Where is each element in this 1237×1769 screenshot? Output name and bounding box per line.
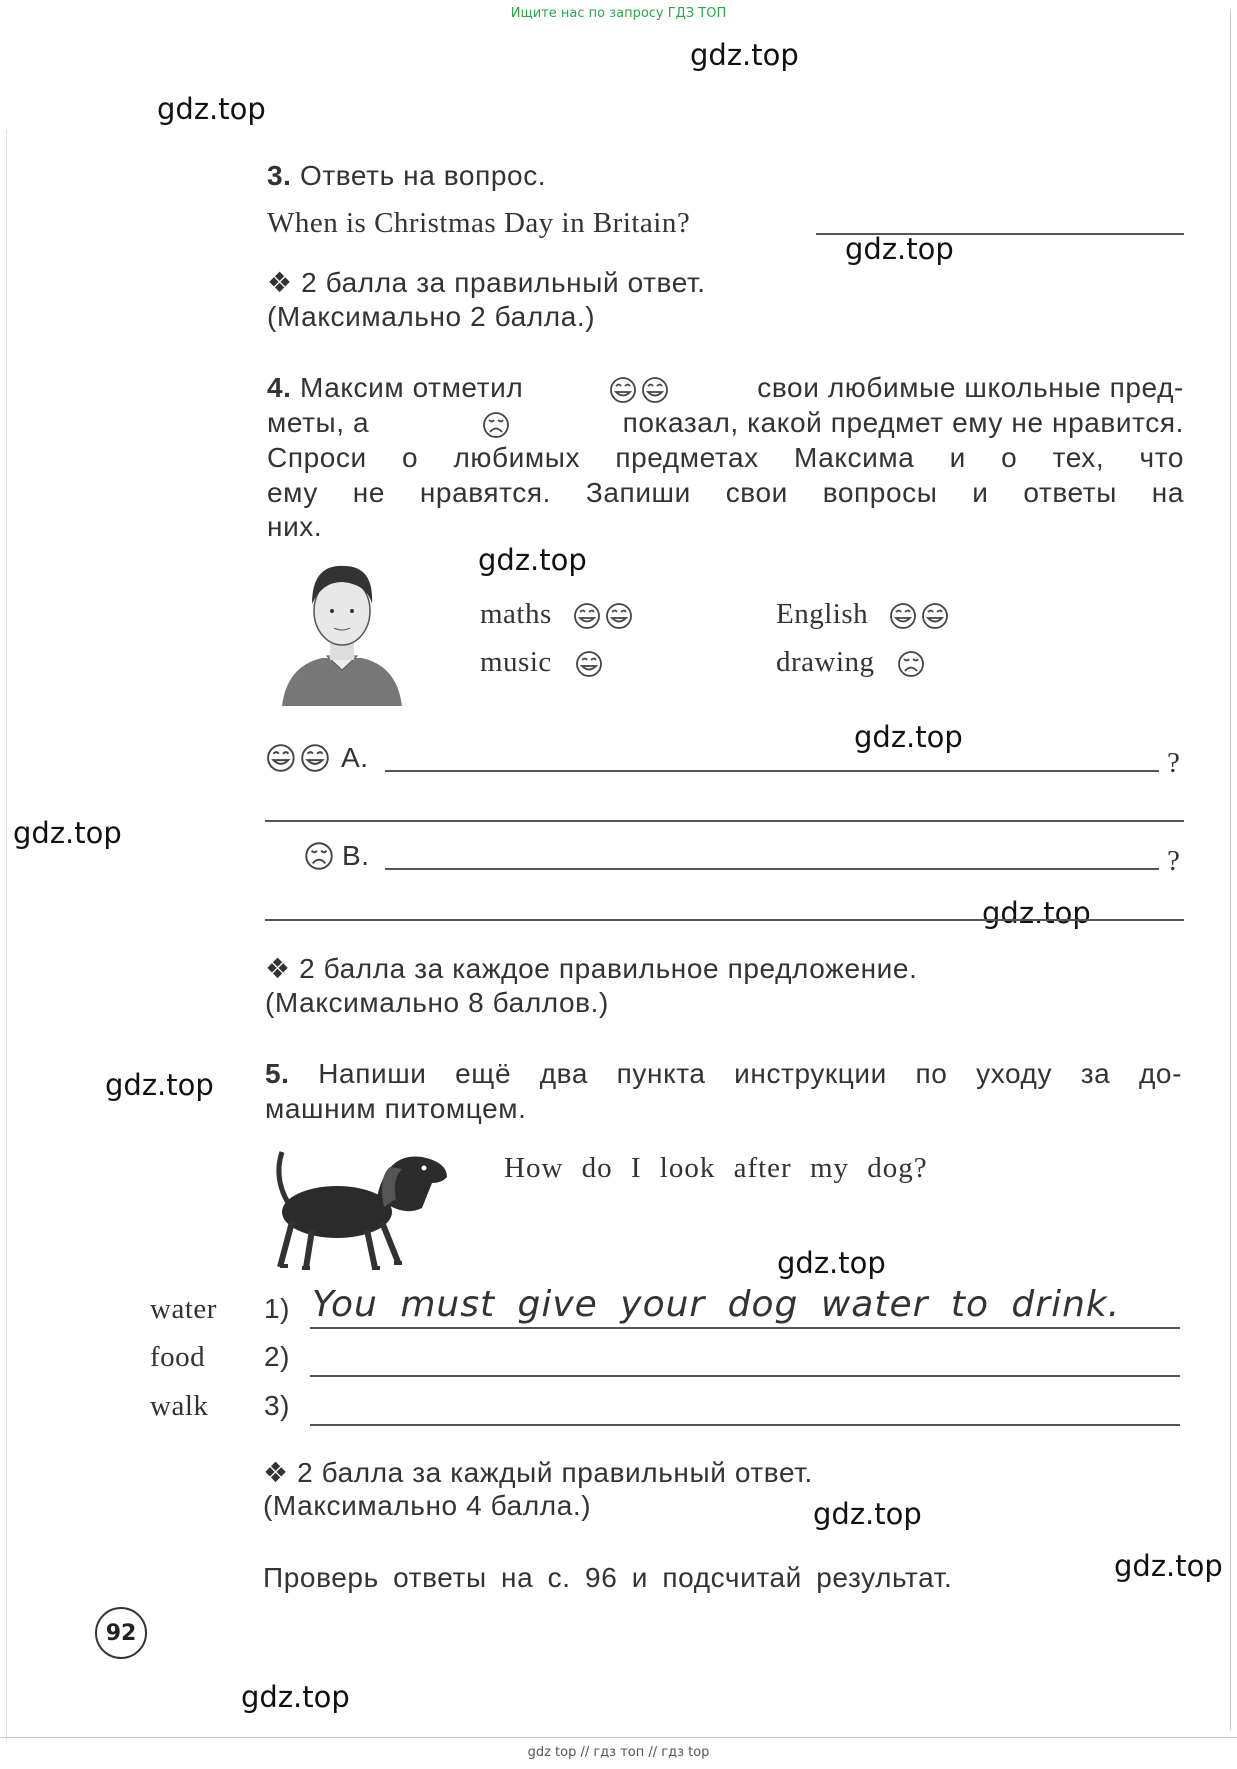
task4-text: Максим отметил xyxy=(299,372,524,404)
watermark: gdz.top xyxy=(982,896,1091,930)
boy-illustration xyxy=(272,556,412,711)
like-icon xyxy=(572,649,606,679)
task5-word-walk: walk xyxy=(150,1390,209,1422)
task4-row-b xyxy=(302,840,370,872)
subject-name: maths xyxy=(480,598,552,630)
watermark: gdz.top xyxy=(478,543,587,577)
task3-number: 3. xyxy=(267,160,292,191)
task4-text: показал, какой предмет ему не нравится. xyxy=(622,407,1184,439)
check-answers-note: Проверь ответы на с. 96 и подсчитай результат. xyxy=(263,1562,953,1593)
task5-word-food: food xyxy=(150,1341,206,1373)
task5-score-max: (Максимально 4 балла.) xyxy=(263,1490,592,1521)
dislike-icon xyxy=(302,840,336,872)
watermark: gdz.top xyxy=(13,816,122,850)
page-edge-left xyxy=(6,130,7,1740)
task4-answer-line-b2[interactable] xyxy=(265,919,1184,921)
subject-music xyxy=(480,646,606,679)
task3-question: When is Christmas Day in Britain? xyxy=(267,207,691,239)
subject-name: drawing xyxy=(776,646,875,678)
task5-handwritten-answer: You must give your dog water to drink. xyxy=(312,1284,1121,1325)
task3-instruction-text: Ответь на вопрос. xyxy=(299,160,547,191)
dislike-icon xyxy=(480,407,512,440)
top-search-note[interactable]: Ищите нас по запросу ГДЗ ТОП xyxy=(510,6,727,21)
task5-line1 xyxy=(265,1058,1182,1090)
page-number-badge xyxy=(95,1607,147,1659)
task5-answer-line-2[interactable] xyxy=(310,1375,1180,1377)
watermark: gdz.top xyxy=(157,92,266,126)
task5-line2: машним питомцем. xyxy=(265,1093,527,1124)
row-b-label: B. xyxy=(342,840,370,871)
task5-number: 5. xyxy=(265,1058,290,1089)
task4-line1 xyxy=(267,372,1184,405)
task4-line5: них. xyxy=(267,511,323,542)
row-a-label: A. xyxy=(341,742,369,773)
watermark: gdz.top xyxy=(854,720,963,754)
task4-row-a xyxy=(263,742,369,774)
page-edge-right xyxy=(1230,10,1231,1730)
task3-instruction xyxy=(267,160,546,192)
subject-name: English xyxy=(776,598,869,630)
task5-score: ❖ 2 балла за каждый правильный ответ. xyxy=(263,1457,813,1488)
subject-drawing xyxy=(776,646,928,679)
task5-text: Напиши ещё два пункта инструкции по уходу за до- xyxy=(318,1058,1182,1089)
task3-answer-line[interactable] xyxy=(816,233,1184,235)
task4-text: меты, а xyxy=(267,407,370,439)
task4-answer-line-a2[interactable] xyxy=(265,820,1184,822)
task3-score: ❖ 2 балла за правильный ответ. xyxy=(267,267,706,298)
task5-index: 1) xyxy=(264,1293,291,1324)
dog-illustration xyxy=(262,1142,452,1277)
task4-line2 xyxy=(267,407,1184,440)
task3-score-max: (Максимально 2 балла.) xyxy=(267,301,596,332)
dislike-icon xyxy=(894,649,928,679)
bottom-links[interactable]: gdz top // гдз топ // гдз top xyxy=(527,1745,710,1760)
task5-index: 2) xyxy=(264,1341,291,1372)
watermark: gdz.top xyxy=(690,38,799,72)
task5-word-water: water xyxy=(150,1293,217,1325)
task5-question: How do I look after my dog? xyxy=(504,1152,928,1184)
task4-answer-line-b1[interactable] xyxy=(385,868,1159,870)
task4-text: свои любимые школьные пред- xyxy=(757,372,1184,404)
page-number: 92 xyxy=(105,1620,137,1646)
task4-number: 4. xyxy=(267,372,292,404)
task4-line3: Спроси о любимых предметах Максима и о тех, что xyxy=(267,442,1184,473)
watermark: gdz.top xyxy=(845,232,954,266)
page-edge-bottom xyxy=(0,1737,1237,1738)
subject-maths xyxy=(480,598,640,631)
subject-name: music xyxy=(480,646,552,678)
like-like-icon xyxy=(608,372,672,405)
watermark: gdz.top xyxy=(777,1246,886,1280)
like-like-icon xyxy=(263,742,335,774)
question-mark: ? xyxy=(1167,747,1181,779)
task4-line4: ему не нравятся. Запиши свои вопросы и ответы на xyxy=(267,477,1184,508)
watermark: gdz.top xyxy=(105,1068,214,1102)
watermark: gdz.top xyxy=(1114,1549,1223,1583)
like-like-icon xyxy=(884,601,956,631)
watermark: gdz.top xyxy=(813,1497,922,1531)
task5-answer-line-3[interactable] xyxy=(310,1424,1180,1426)
task4-score: ❖ 2 балла за каждое правильное предложение. xyxy=(265,953,918,984)
watermark: gdz.top xyxy=(241,1680,350,1714)
task5-answer-line-1[interactable] xyxy=(310,1327,1180,1329)
like-like-icon xyxy=(568,601,640,631)
subject-english xyxy=(776,598,956,631)
task4-answer-line-a1[interactable] xyxy=(385,770,1159,772)
question-mark: ? xyxy=(1167,845,1181,877)
task4-score-max: (Максимально 8 баллов.) xyxy=(265,987,609,1018)
task5-index: 3) xyxy=(264,1390,291,1421)
